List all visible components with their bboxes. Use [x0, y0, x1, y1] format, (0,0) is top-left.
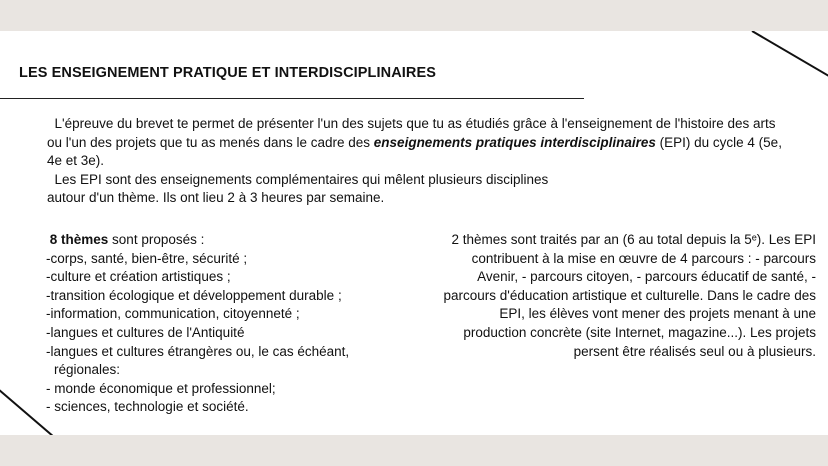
intro-text [47, 115, 787, 208]
slide [0, 31, 828, 435]
themes-heading [46, 231, 426, 250]
themes-list [46, 231, 426, 417]
intro-emphasis: enseignements pratiques interdisciplinaires [373, 134, 656, 150]
list-item: - sciences, technologie et société. [46, 399, 249, 415]
intro-paragraph-1 [47, 115, 787, 171]
parcours-text [436, 231, 816, 361]
page-title: LES ENSEIGNEMENT PRATIQUE ET INTERDISCIPLINAIRES [19, 65, 437, 81]
list-item: régionales: [54, 362, 121, 378]
list-item: - monde économique et professionnel; [46, 380, 276, 396]
parcours-paragraph: 2 thèmes sont traités par an (6 au total depuis la 5ᵉ). Les EPI contribuent à la mise en œuvre de 4 parcours : - parcours Avenir, - parcours citoyen, - parcours éducatif de santé, - parcours d'éducation artistique et culturelle. Dans le cadre des EPI, les élèves vont mener des projets menant à une production concrète (site Internet, magazine...). Les projets persent être réalisés seul ou à plusieurs. [443, 232, 816, 359]
list-item: -corps, santé, bien-être, sécurité ; [46, 250, 248, 266]
themes-heading-rest: sont proposés : [108, 232, 205, 247]
intro-paragraph-2 [47, 171, 787, 208]
corner-line-top-right [740, 31, 828, 85]
list-item: -transition écologique et développement durable ; [46, 287, 342, 303]
intro-text-a: L'épreuve du brevet te permet de présenter l'un des sujets que tu as étudiés grâce à l'enseignement de l'histoire des arts ou l'un des projets que tu as menés dans le cadre des [47, 116, 776, 150]
intro-text-b: (EPI) du cycle 4 (5e, 4e et 3e). [47, 134, 782, 169]
list-item: -langues et cultures étrangères ou, le cas échéant, [46, 343, 350, 359]
list-item: -information, communication, citoyenneté ; [46, 306, 300, 322]
list-item: -langues et cultures de l'Antiquité [46, 324, 245, 340]
title-divider [0, 98, 584, 99]
themes-heading-bold: 8 thèmes [49, 232, 109, 247]
intro-line-1: Les EPI sont des enseignements complémentaires qui mêlent plusieurs disciplines [54, 171, 549, 187]
list-item: -culture et création artistiques ; [46, 269, 231, 285]
intro-line-2: autour d'un thème. Ils ont lieu 2 à 3 heures par semaine. [47, 190, 385, 206]
